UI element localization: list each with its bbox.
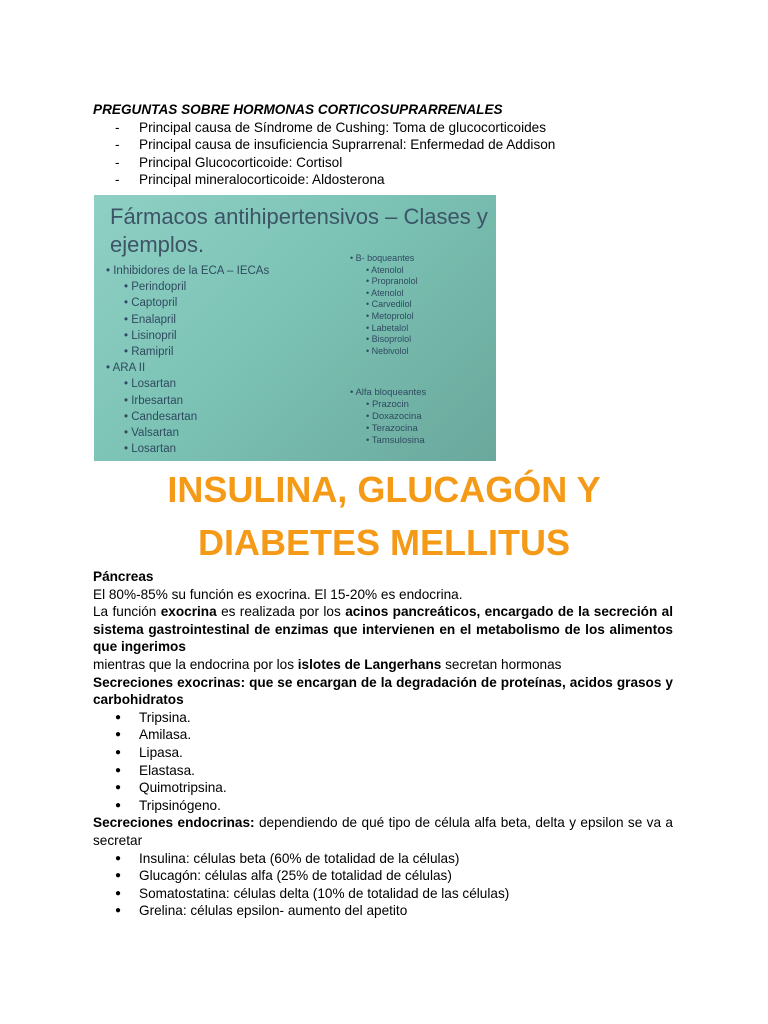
main-title [0, 463, 768, 569]
main-title-line: INSULINA, GLUCAGÓN Y [167, 469, 601, 510]
list-item: ● Elastasa. [93, 762, 673, 780]
list-item: ● Lipasa. [93, 744, 673, 762]
paragraph [93, 603, 673, 656]
list-item: ● Quimotripsina. [93, 779, 673, 797]
list-item: ● Insulina: células beta (60% de totalidad de la células) [93, 850, 673, 868]
paragraph: El 80%-85% su función es exocrina. El 15-20% es endocrina. [93, 586, 463, 602]
text-run: mientras que la endocrina por los [93, 656, 298, 672]
text-run: es realizada por los [216, 604, 346, 620]
slide-column-right-bottom [350, 387, 426, 447]
text-run: Secreciones endocrinas: [93, 815, 255, 831]
slide-item: • Atenolol [350, 288, 418, 300]
slide-item: • Atenolol [350, 265, 418, 277]
slide-item: • Terazocina [350, 423, 426, 435]
paragraph [93, 814, 673, 849]
slide-item: • Losartan [106, 376, 269, 392]
slide-item: • Bisoprolol [350, 334, 418, 346]
slide-item: • Propranolol [350, 276, 418, 288]
main-title-line: DIABETES MELLITUS [197, 522, 570, 563]
slide-group-heading: • Alfa bloqueantes [350, 387, 426, 399]
list-item: ● Grelina: células epsilon- aumento del apetito [93, 902, 673, 920]
slide-item: • Enalapril [106, 312, 269, 328]
slide-item: • Captopril [106, 295, 269, 311]
slide-title: Fármacos antihipertensivos – Clases y ejemplos. [110, 204, 488, 257]
slide-item: • Tamsulosina [350, 435, 426, 447]
slide-item: • Prazocin [350, 399, 426, 411]
text-run: La función [93, 604, 161, 620]
slide-item: • Doxazocina [350, 411, 426, 423]
slide-item: • Carvedilol [350, 299, 418, 311]
pancreas-section [93, 568, 673, 920]
list-item: ● Glucagón: células alfa (25% de totalidad de células) [93, 867, 673, 885]
list-item: ● Somatostatina: células delta (10% de totalidad de las células) [93, 885, 673, 903]
paragraph [93, 656, 673, 674]
text-run: acinos pancreáticos, encargado de la secreción al sistema gastrointestinal de enzimas que intervienen en el metabolismo de los alimentos que ingerimos [93, 604, 673, 655]
question-list [93, 119, 673, 189]
slide-item: • Ramipril [106, 344, 269, 360]
slide-item: • Candesartan [106, 409, 269, 425]
text-run: dependiendo de qué tipo de célula alfa beta, delta y epsilon se va a secretar [93, 815, 673, 848]
endocrine-list [93, 850, 673, 920]
slide-group-heading: • B- boqueantes [350, 253, 418, 265]
list-item: - Principal causa de insuficiencia Suprarrenal: Enfermedad de Addison [93, 136, 673, 154]
text-run: secretan hormonas [441, 656, 562, 672]
slide-group-heading: • Inhibidores de la ECA – IECAs [106, 263, 269, 279]
list-item: - Principal causa de Síndrome de Cushing: Toma de glucocorticoides [93, 119, 673, 137]
list-item: ● Tripsinógeno. [93, 797, 673, 815]
slide-item: • Losartan [106, 441, 269, 457]
slide-group-heading: • ARA II [106, 360, 269, 376]
exocrine-list [93, 709, 673, 815]
slide-item: • Nebivolol [350, 346, 418, 358]
slide-item: • Metoprolol [350, 311, 418, 323]
slide-item: • Valsartan [106, 425, 269, 441]
corticosuprarrenales-section [93, 101, 673, 189]
slide-item: • Perindopril [106, 279, 269, 295]
slide-column-right-top [350, 253, 418, 357]
list-item: - Principal mineralocorticoide: Aldosterona [93, 171, 673, 189]
slide-item: • Irbesartan [106, 393, 269, 409]
text-run: exocrina [160, 604, 217, 620]
slide-column-left [106, 263, 269, 457]
section-heading: PREGUNTAS SOBRE HORMONAS CORTICOSUPRARRENALES [93, 102, 503, 117]
text-run: islotes de Langerhans [297, 656, 442, 672]
list-item: ● Tripsina. [93, 709, 673, 727]
list-item: ● Amilasa. [93, 726, 673, 744]
exocrine-heading: Secreciones exocrinas: que se encargan de la degradación de proteínas, acidos grasos y carbohidratos [93, 674, 673, 708]
list-item: - Principal Glucocorticoide: Cortisol [93, 154, 673, 172]
pancreas-heading: Páncreas [93, 569, 154, 584]
slide-photo [94, 195, 496, 461]
slide-item: • Labetalol [350, 323, 418, 335]
slide-item: • Lisinopril [106, 328, 269, 344]
